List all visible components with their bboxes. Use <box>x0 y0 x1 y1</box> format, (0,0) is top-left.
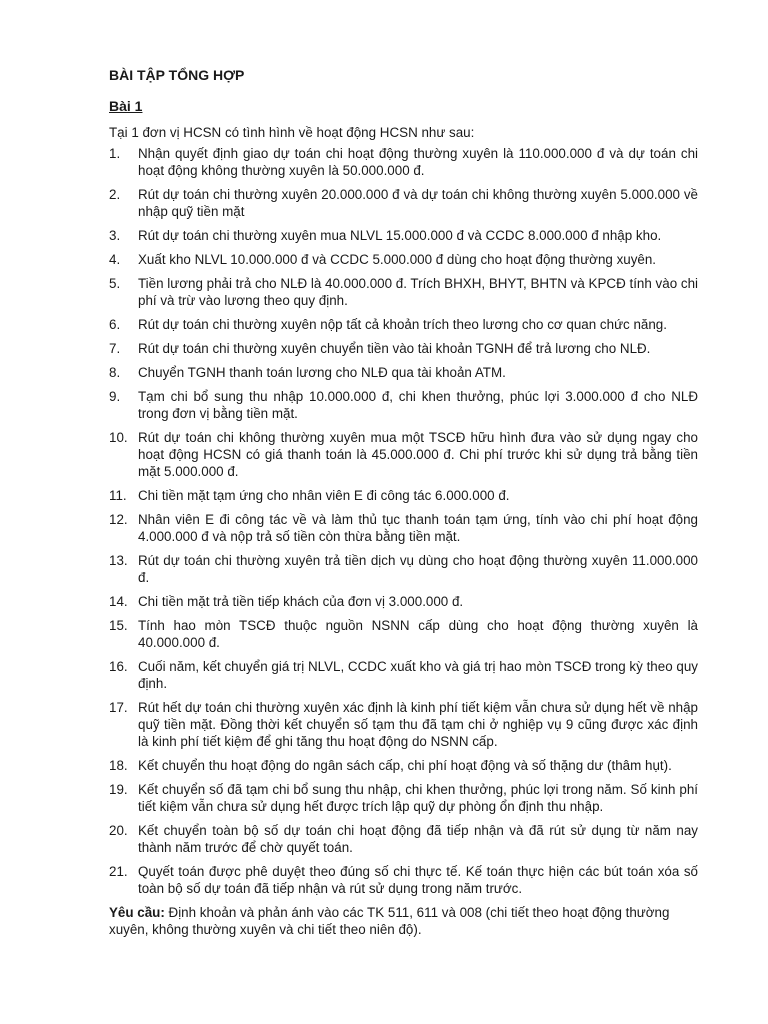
item-number: 4. <box>109 252 121 267</box>
item-number: 21. <box>109 864 128 879</box>
item-number: 12. <box>109 512 128 527</box>
item-text: Xuất kho NLVL 10.000.000 đ và CCDC 5.000.000 đ dùng cho hoạt động thường xuyên. <box>138 252 657 267</box>
item-number: 17. <box>109 700 128 715</box>
item-text: Rút dự toán chi thường xuyên 20.000.000 đ và dự toán chi không thường xuyên 5.000.000 về nhập quỹ tiền mặt <box>138 187 698 219</box>
list-item <box>109 487 698 504</box>
list-item <box>109 364 698 381</box>
list-item <box>109 757 698 774</box>
item-number: 10. <box>109 430 128 445</box>
list-item <box>109 781 698 815</box>
intro-text: Tại 1 đơn vị HCSN có tình hình về hoạt động HCSN như sau: <box>109 125 475 140</box>
item-text: Rút dự toán chi không thường xuyên mua một TSCĐ hữu hình đưa vào sử dụng ngay cho hoạt động HCSN có giá thanh toán là 45.000.000 đ. Chi phí trước khi sử dụng trả bằng tiền mặt 5.000.000 đ. <box>138 430 698 479</box>
list-item <box>109 617 698 651</box>
list-item <box>109 822 698 856</box>
item-text: Kết chuyển thu hoạt động do ngân sách cấp, chi phí hoạt động và số thặng dư (thâm hụt). <box>138 758 672 773</box>
list-item <box>109 340 698 357</box>
item-number: 18. <box>109 758 128 773</box>
list-item <box>109 251 698 268</box>
item-text: Rút dự toán chi thường xuyên nộp tất cả khoản trích theo lương cho cơ quan chức năng. <box>138 317 667 332</box>
item-text: Tiền lương phải trả cho NLĐ là 40.000.000 đ. Trích BHXH, BHYT, BHTN và KPCĐ tính vào chi phí và trừ vào lương theo quy định. <box>138 276 698 308</box>
transaction-list <box>109 145 698 897</box>
item-text: Quyết toán được phê duyệt theo đúng số chi thực tế. Kế toán thực hiện các bút toán xóa số toàn bộ số dự toán đã tiếp nhận và rút sử dụng trong năm trước. <box>138 864 698 896</box>
item-number: 20. <box>109 823 128 838</box>
exercise-heading: Bài 1 <box>109 98 143 114</box>
item-number: 7. <box>109 341 121 356</box>
item-number: 3. <box>109 228 121 243</box>
document-title: BÀI TẬP TỔNG HỢP <box>109 67 245 83</box>
item-text: Kết chuyển toàn bộ số dự toán chi hoạt động đã tiếp nhận và đã rút sử dụng từ năm nay thành năm trước để chờ quyết toán. <box>138 823 698 855</box>
item-text: Nhận quyết định giao dự toán chi hoạt động thường xuyên là 110.000.000 đ và dự toán chi hoạt động không thường xuyên là 50.000.000 đ. <box>138 146 698 178</box>
list-item <box>109 593 698 610</box>
item-text: Rút dự toán chi thường xuyên chuyển tiền vào tài khoản TGNH để trả lương cho NLĐ. <box>138 341 651 356</box>
item-text: Kết chuyển số đã tạm chi bổ sung thu nhập, chi khen thưởng, phúc lợi trong năm. Số kinh phí tiết kiệm vẫn chưa sử dụng hết được trích lập quỹ dự phòng ổn định thu nhập. <box>138 782 698 814</box>
item-number: 19. <box>109 782 128 797</box>
item-number: 6. <box>109 317 121 332</box>
requirement <box>109 904 698 938</box>
item-number: 16. <box>109 659 128 674</box>
requirement-text: Định khoản và phản ánh vào các TK 511, 611 và 008 (chi tiết theo hoạt động thường xuyên, không thường xuyên và chi tiết theo niên độ). <box>109 905 670 937</box>
item-text: Chi tiền mặt trả tiền tiếp khách của đơn vị 3.000.000 đ. <box>138 594 464 609</box>
item-number: 9. <box>109 389 121 404</box>
item-text: Tạm chi bổ sung thu nhập 10.000.000 đ, chi khen thưởng, phúc lợi 3.000.000 đ cho NLĐ trong đơn vị bằng tiền mặt. <box>138 389 698 421</box>
list-item <box>109 186 698 220</box>
item-text: Rút dự toán chi thường xuyên mua NLVL 15.000.000 đ và CCDC 8.000.000 đ nhập kho. <box>138 228 662 243</box>
item-number: 1. <box>109 146 121 161</box>
item-text: Rút dự toán chi thường xuyên trả tiền dịch vụ dùng cho hoạt động thường xuyên 11.000.000 đ. <box>138 553 698 585</box>
list-item <box>109 658 698 692</box>
requirement-label: Yêu cầu: <box>109 905 165 920</box>
item-number: 2. <box>109 187 121 202</box>
list-item <box>109 388 698 422</box>
item-text: Cuối năm, kết chuyển giá trị NLVL, CCDC xuất kho và giá trị hao mòn TSCĐ trong kỳ theo quy định. <box>138 659 698 691</box>
item-number: 13. <box>109 553 128 568</box>
list-item <box>109 552 698 586</box>
list-item <box>109 699 698 750</box>
item-number: 8. <box>109 365 121 380</box>
item-text: Rút hết dự toán chi thường xuyên xác định là kinh phí tiết kiệm vẫn chưa sử dụng hết về nhập quỹ tiền mặt. Đồng thời kết chuyển số tạm thu đã tạm chi ở nghiệp vụ 9 cũng được xác định là kinh phí tiết kiệm để ghi tăng thu hoạt động do NSNN cấp. <box>138 700 698 749</box>
list-item <box>109 511 698 545</box>
list-item <box>109 145 698 179</box>
item-text: Tính hao mòn TSCĐ thuộc nguồn NSNN cấp dùng cho hoạt động thường xuyên là 40.000.000 đ. <box>138 618 698 650</box>
list-item <box>109 275 698 309</box>
list-item <box>109 227 698 244</box>
list-item <box>109 316 698 333</box>
item-number: 5. <box>109 276 121 291</box>
item-text: Nhân viên E đi công tác về và làm thủ tục thanh toán tạm ứng, tính vào chi phí hoạt động 4.000.000 đ và nộp trả số tiền còn thừa bằng tiền mặt. <box>138 512 698 544</box>
item-number: 11. <box>109 488 127 503</box>
item-number: 14. <box>109 594 128 609</box>
list-item <box>109 863 698 897</box>
item-text: Chi tiền mặt tạm ứng cho nhân viên E đi công tác 6.000.000 đ. <box>138 488 510 503</box>
item-number: 15. <box>109 618 128 633</box>
item-text: Chuyển TGNH thanh toán lương cho NLĐ qua tài khoản ATM. <box>138 365 506 380</box>
list-item <box>109 429 698 480</box>
